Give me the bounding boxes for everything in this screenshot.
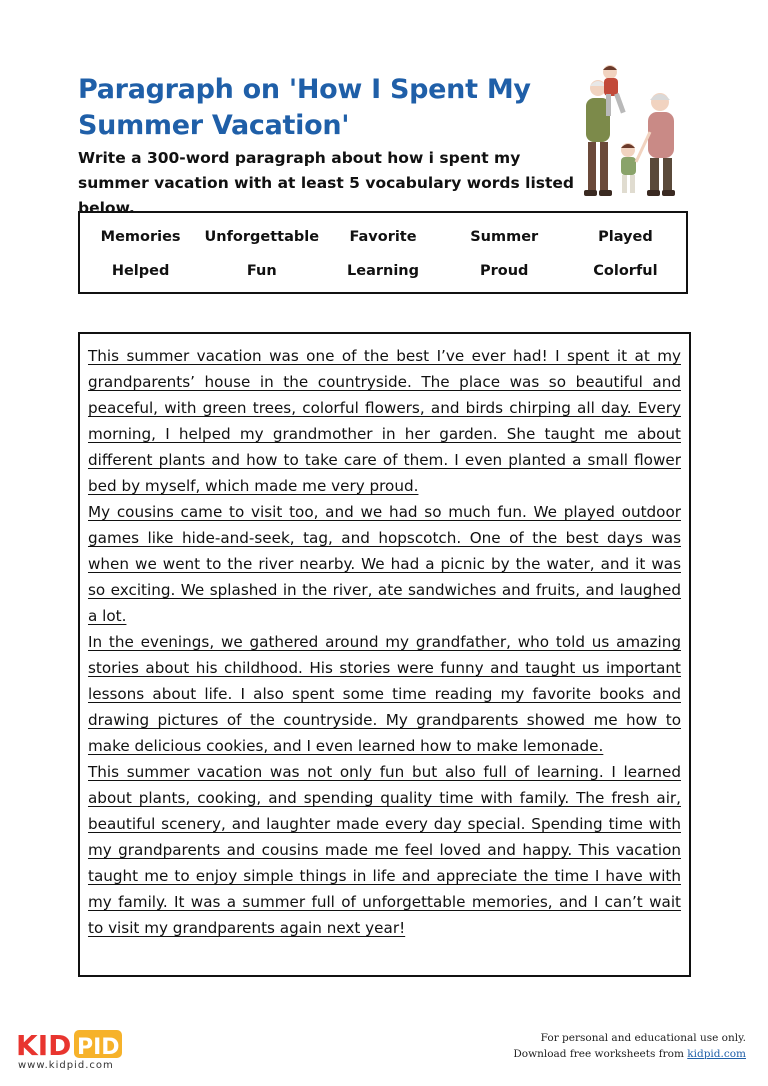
footer-usage-note: For personal and educational use only.: [540, 1032, 746, 1044]
footer: [513, 1030, 746, 1062]
paragraph: My cousins came to visit too, and we had so much fun. We played outdoor games like hide-and-seek, tag, and hopscotch. One of the best days was when we went to the river nearby. We had a picnic by the water, and it was so exciting. We splashed in the river, ate sandwiches and fruits, and laughed a lot.: [88, 503, 681, 625]
vocabulary-word: Unforgettable: [204, 229, 320, 245]
vocabulary-word: Summer: [470, 229, 539, 245]
kidpid-logo: [14, 1028, 124, 1060]
paragraph: This summer vacation was not only fun but also full of learning. I learned about plants, cooking, and spending quality time with family. The fresh air, beautiful scenery, and laughter made every day special. Spending time with my grandparents and cousins made me feel loved and happy. This vacation taught me to enjoy simple things in life and appreciate the time I have with my family. It was a summer full of unforgettable memories, and I can’t wait to visit my grandparents again next year!: [88, 763, 681, 937]
vocabulary-row: [80, 261, 686, 281]
paragraph-box: [78, 332, 691, 977]
footer-download-line: [513, 1046, 746, 1062]
vocabulary-row: [80, 227, 686, 247]
family-illustration: [570, 58, 688, 208]
vocabulary-word: Fun: [246, 263, 277, 279]
instructions: Write a 300-word paragraph about how i spent my summer vacation with at least 5 vocabulary words listed below.: [78, 149, 575, 217]
vocabulary-word: Proud: [479, 263, 529, 279]
vocabulary-word: Played: [598, 229, 653, 245]
vocabulary-word: Colorful: [593, 263, 658, 279]
vocabulary-word: Favorite: [349, 229, 417, 245]
paragraph: In the evenings, we gathered around my grandfather, who told us amazing stories about his childhood. His stories were funny and taught us important lessons about life. I also spent some time reading my favorite books and drawing pictures of the countryside. My grandparents showed me how to make delicious cookies, and I even learned how to make lemonade.: [88, 633, 681, 755]
vocabulary-box: [78, 211, 688, 294]
footer-link[interactable]: kidpid.com: [687, 1048, 746, 1060]
svg-text:KID: KID: [16, 1029, 72, 1060]
paragraph: This summer vacation was one of the best I’ve ever had! I spent it at my grandparents’ house in the countryside. The place was so beautiful and peaceful, with green trees, colorful flowers, and birds chirping all day. Every morning, I helped my grandmother in her garden. She taught me about different plants and how to take care of them. I even planted a small flower bed by myself, which made me very proud.: [88, 347, 681, 495]
svg-text:PID: PID: [77, 1035, 120, 1060]
logo-website: www.kidpid.com: [18, 1060, 114, 1071]
vocabulary-word: Learning: [347, 263, 420, 279]
vocabulary-word: Helped: [111, 263, 170, 279]
footer-download-text: Download free worksheets from: [513, 1048, 684, 1060]
vocabulary-word: Memories: [100, 229, 181, 245]
page-title: Paragraph on 'How I Spent My Summer Vacation': [78, 74, 531, 141]
